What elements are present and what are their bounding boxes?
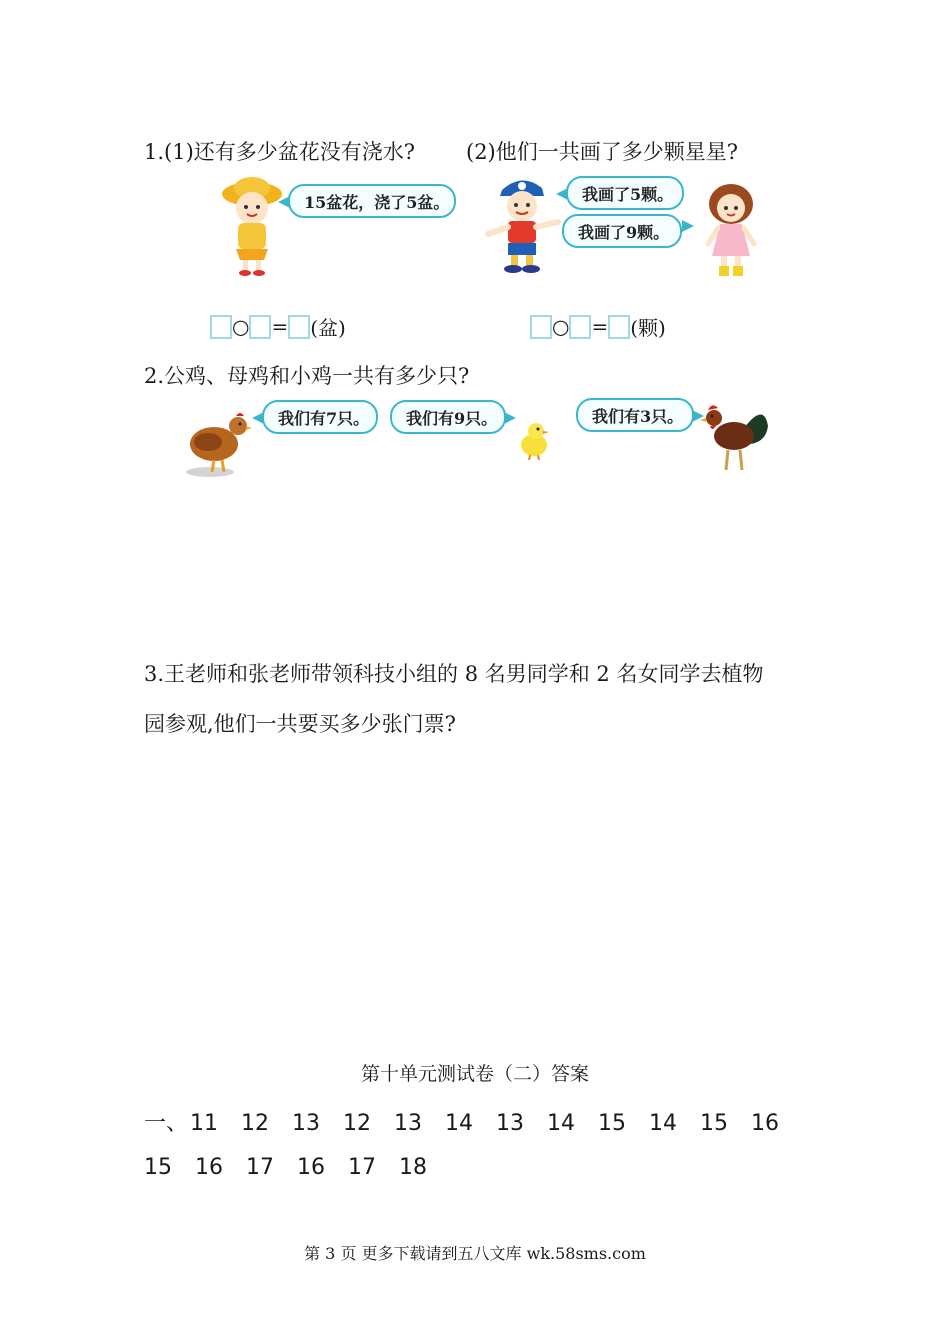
boy-cap-illustration <box>484 172 562 276</box>
unit-label: (盆) <box>310 316 346 340</box>
q1-part2-label: (2)他们一共画了多少颗星星? <box>466 140 739 164</box>
q2-label: 2.公鸡、母鸡和小鸡一共有多少只? <box>144 364 470 388</box>
q3-line1: 3.王老师和张老师带领科技小组的 8 名男同学和 2 名女同学去植物 <box>144 662 764 686</box>
rooster-illustration <box>700 398 770 474</box>
hen-illustration <box>184 404 252 478</box>
answer-value: 16 <box>297 1155 325 1180</box>
answer-box[interactable] <box>608 315 630 339</box>
speech-bubble-girl: 我画了9颗。 <box>562 214 682 248</box>
answer-value: 14 <box>547 1111 576 1136</box>
answer-value: 15 <box>700 1111 729 1136</box>
bubble-tail <box>252 412 264 424</box>
girl-hat-illustration <box>218 176 288 278</box>
answer-box[interactable] <box>288 315 310 339</box>
operator-circle[interactable]: ○ <box>232 314 250 339</box>
answer-value: 13 <box>292 1111 321 1136</box>
answer-value: 18 <box>399 1155 427 1180</box>
equation-row-1 <box>210 312 346 341</box>
answer-value: 13 <box>394 1111 423 1136</box>
speech-bubble-flowers: 15盆花，浇了5盆。 <box>288 184 456 218</box>
answers-title: 第十单元测试卷（二）答案 <box>360 1063 589 1085</box>
answer-value: 14 <box>445 1111 474 1136</box>
bubble-tail <box>682 220 694 232</box>
bubble-tail <box>556 188 568 200</box>
speech-bubble-boy: 我画了5颗。 <box>566 176 684 210</box>
answer-box[interactable] <box>249 315 271 339</box>
section-prefix: 一、 <box>144 1111 189 1136</box>
answer-value: 15 <box>598 1111 627 1136</box>
answers-row-2 <box>144 1155 450 1180</box>
bubble-tail <box>278 196 290 208</box>
answer-box[interactable] <box>530 315 552 339</box>
page-footer: 第 3 页 更多下载请到五八文库 wk.58sms.com <box>304 1244 646 1263</box>
answer-value: 13 <box>496 1111 525 1136</box>
girl-dress-illustration <box>698 178 764 282</box>
answer-value: 17 <box>246 1155 274 1180</box>
equals-sign: = <box>271 314 289 339</box>
speech-bubble-hen: 我们有7只。 <box>262 400 378 434</box>
answer-value: 16 <box>751 1111 780 1136</box>
equals-sign: = <box>591 314 609 339</box>
answer-box[interactable] <box>569 315 591 339</box>
equation-row-2 <box>530 312 666 341</box>
answer-value: 11 <box>190 1111 219 1136</box>
q3-line2: 园参观,他们一共要买多少张门票? <box>144 712 456 736</box>
answer-value: 17 <box>348 1155 376 1180</box>
unit-label: (颗) <box>630 316 666 340</box>
answer-value: 14 <box>649 1111 678 1136</box>
q1-part1-label: 1.(1)还有多少盆花没有浇水? <box>144 140 416 164</box>
answer-value: 16 <box>195 1155 223 1180</box>
answers-row-1 <box>144 1106 802 1137</box>
answer-value: 15 <box>144 1155 172 1180</box>
operator-circle[interactable]: ○ <box>552 314 570 339</box>
chick-illustration <box>516 418 552 460</box>
speech-bubble-rooster: 我们有3只。 <box>576 398 694 432</box>
bubble-tail <box>504 412 516 424</box>
speech-bubble-chick: 我们有9只。 <box>390 400 506 434</box>
answer-value: 12 <box>241 1111 270 1136</box>
answer-box[interactable] <box>210 315 232 339</box>
answer-value: 12 <box>343 1111 372 1136</box>
